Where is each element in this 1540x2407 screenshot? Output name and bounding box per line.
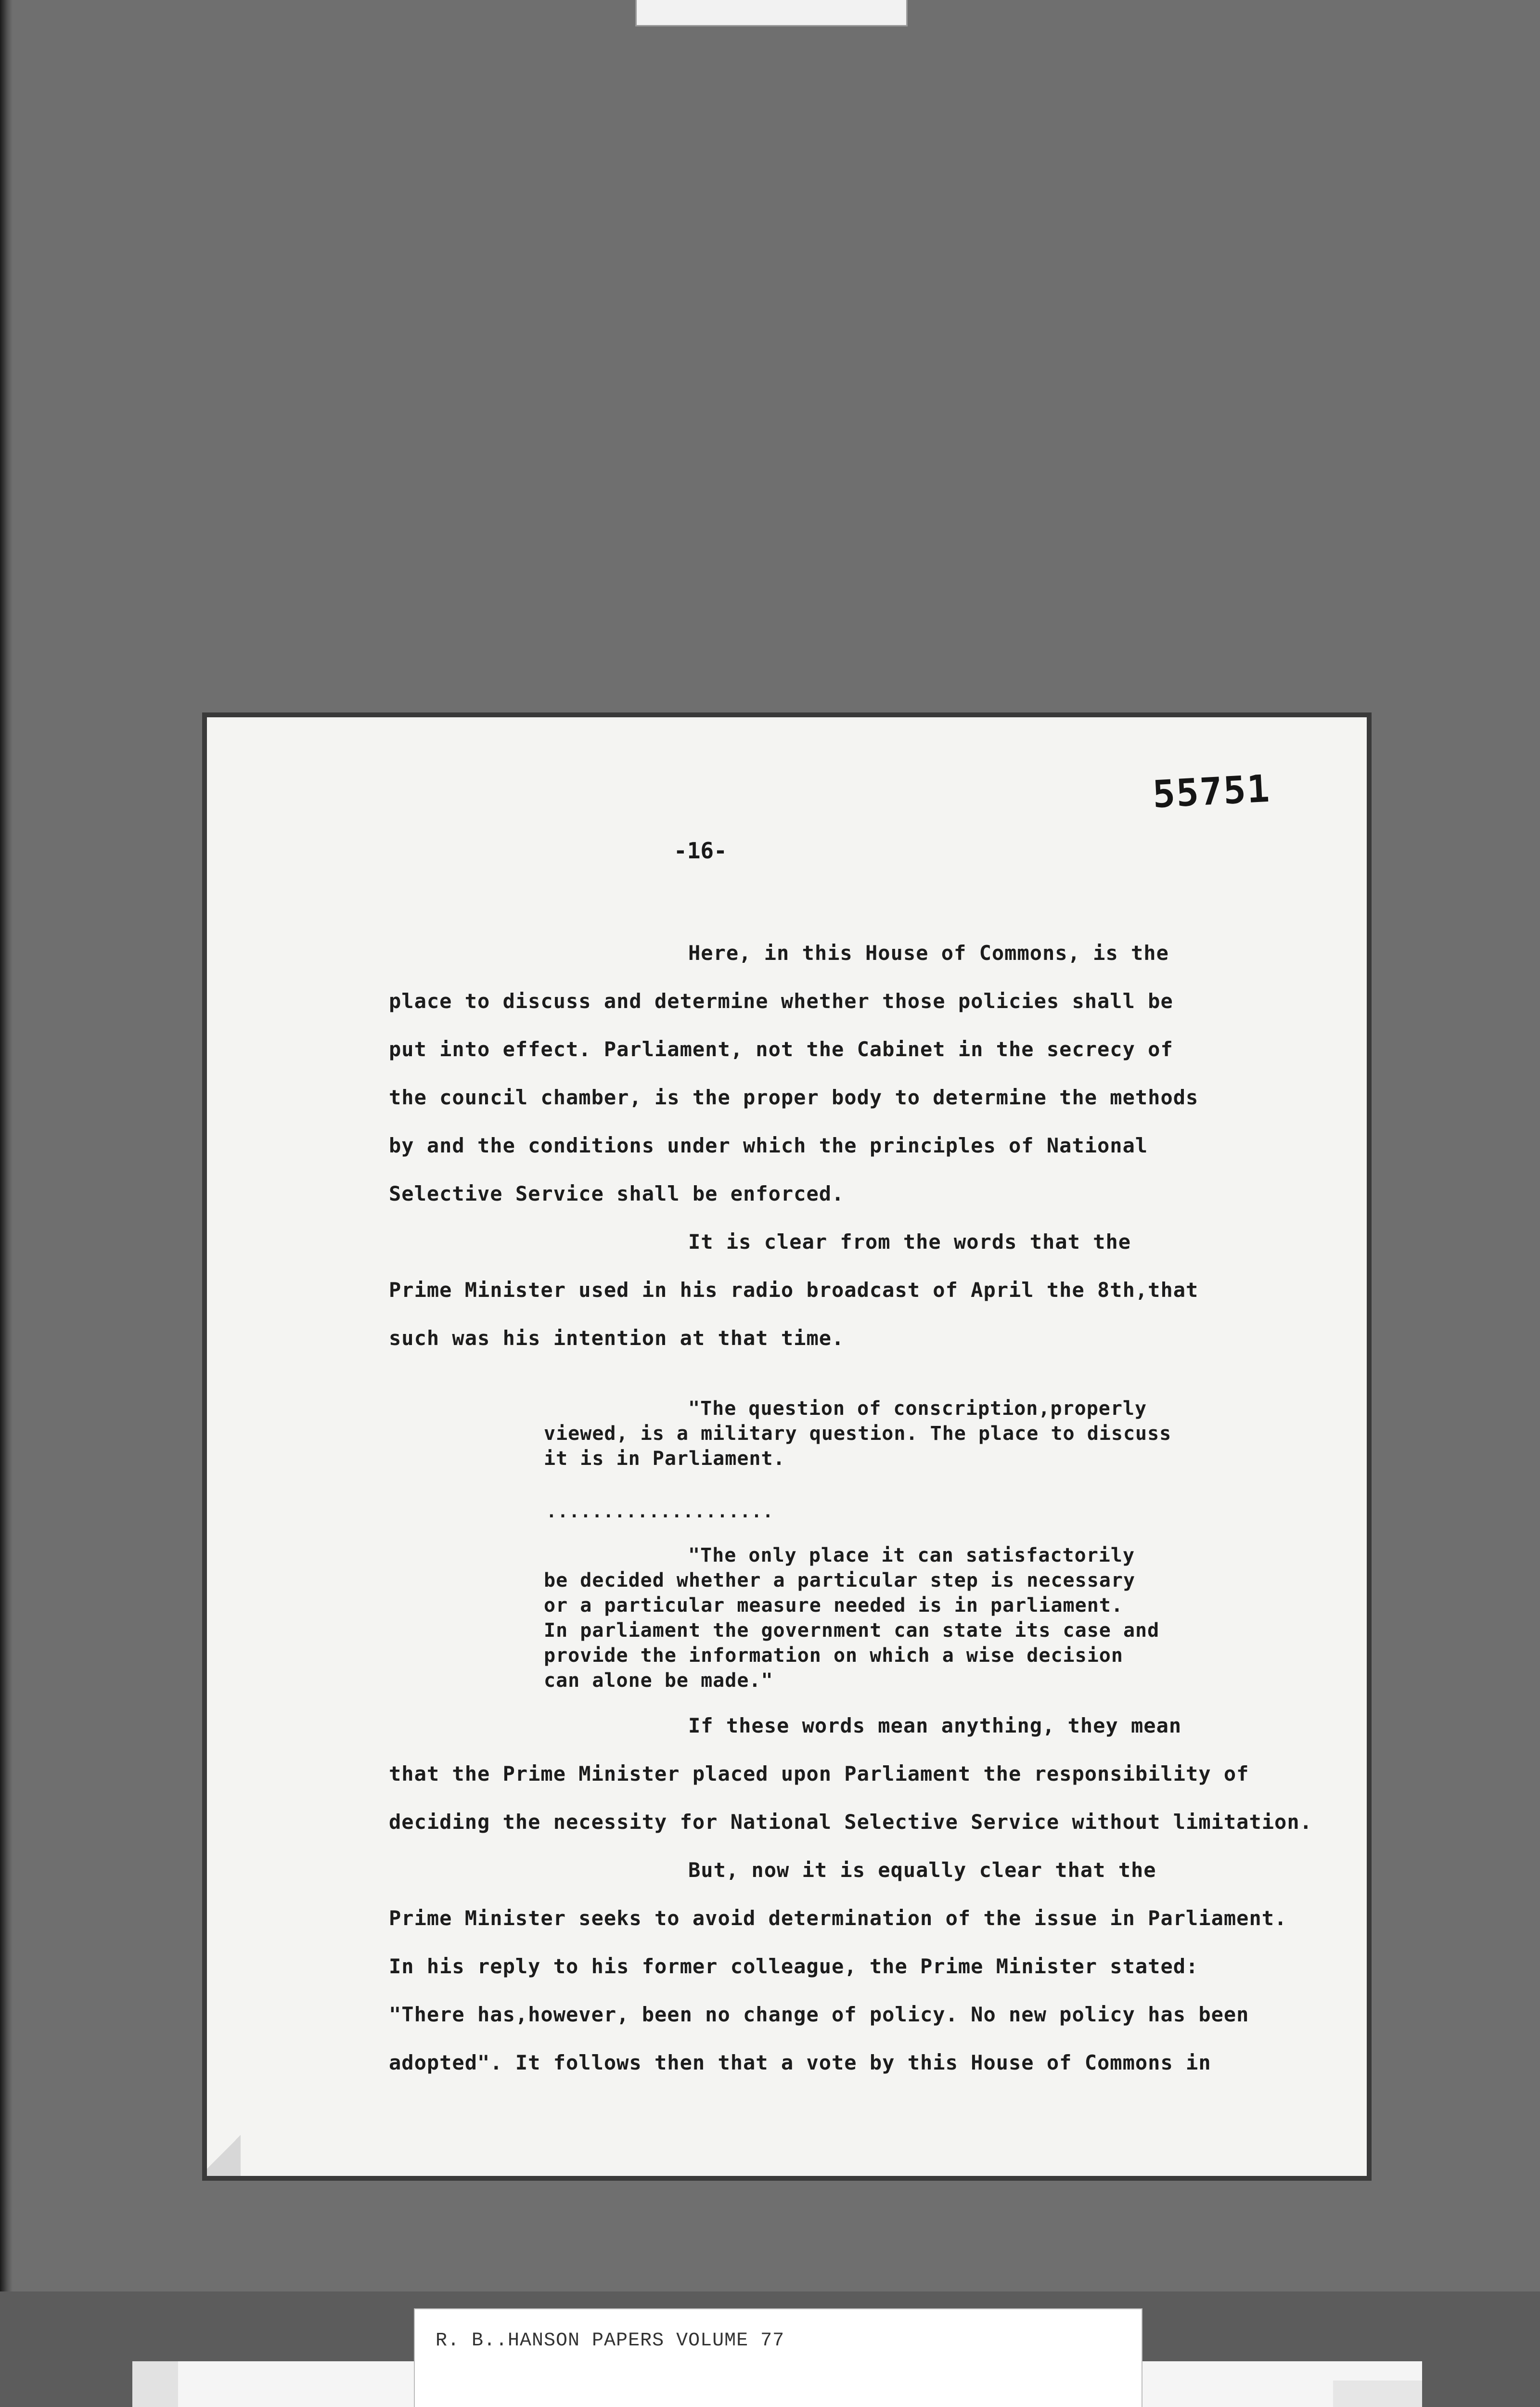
text-line: place to discuss and determine whether those policies shall be [389,989,1173,1013]
quote-line: In parliament the government can state its case and [544,1619,1160,1642]
text-line: that the Prime Minister placed upon Parliament the responsibility of [389,1762,1249,1786]
text-line: Prime Minister seeks to avoid determination of the issue in Parliament. [389,1906,1287,1930]
text-line: But, now it is equally clear that the [688,1858,1156,1882]
quote-line: "The question of conscription,properly [688,1398,1147,1420]
text-line: "There has,however, been no change of policy. No new policy has been [389,2003,1249,2026]
text-line: Here, in this House of Commons, is the [688,941,1169,965]
quote-line: provide the information on which a wise decision [544,1644,1123,1667]
document-number: 55751 [1151,767,1271,817]
quote-line: viewed, is a military question. The place to discuss [544,1423,1172,1445]
quote-line: be decided whether a particular step is necessary [544,1569,1136,1592]
text-line: It is clear from the words that the [688,1230,1131,1254]
card-tape-left [132,2361,178,2407]
separator: .................... [546,1502,774,1522]
text-line: by and the conditions under which the principles of National [389,1134,1148,1157]
page-curl [207,2128,241,2176]
top-tab [635,0,908,26]
quote-line: or a particular measure needed is in parliament. [544,1594,1123,1617]
quote-line: "The only place it can satisfactorily [688,1544,1135,1566]
quote-line: it is in Parliament. [544,1448,785,1470]
text-line: Selective Service shall be enforced. [389,1182,845,1205]
page-number: -16- [674,838,727,864]
film-edge [0,0,13,2407]
text-line: deciding the necessity for National Selective Service without limitation. [389,1810,1312,1834]
card-tape-right [1333,2381,1422,2407]
text-line: In his reply to his former colleague, the Prime Minister stated: [389,1954,1199,1978]
text-line: put into effect. Parliament, not the Cabinet in the secrecy of [389,1037,1173,1061]
collection-label [414,2308,1142,2407]
text-line: Prime Minister used in his radio broadcast of April the 8th,that [389,1278,1199,1302]
quote-line: can alone be made." [544,1669,773,1692]
text-line: If these words mean anything, they mean [688,1714,1182,1737]
text-line: the council chamber, is the proper body to determine the methods [389,1086,1199,1109]
text-line: adopted". It follows then that a vote by this House of Commons in [389,2051,1211,2074]
text-line: such was his intention at that time. [389,1326,845,1350]
collection-label-text: R. B..HANSON PAPERS VOLUME 77 [436,2330,785,2352]
